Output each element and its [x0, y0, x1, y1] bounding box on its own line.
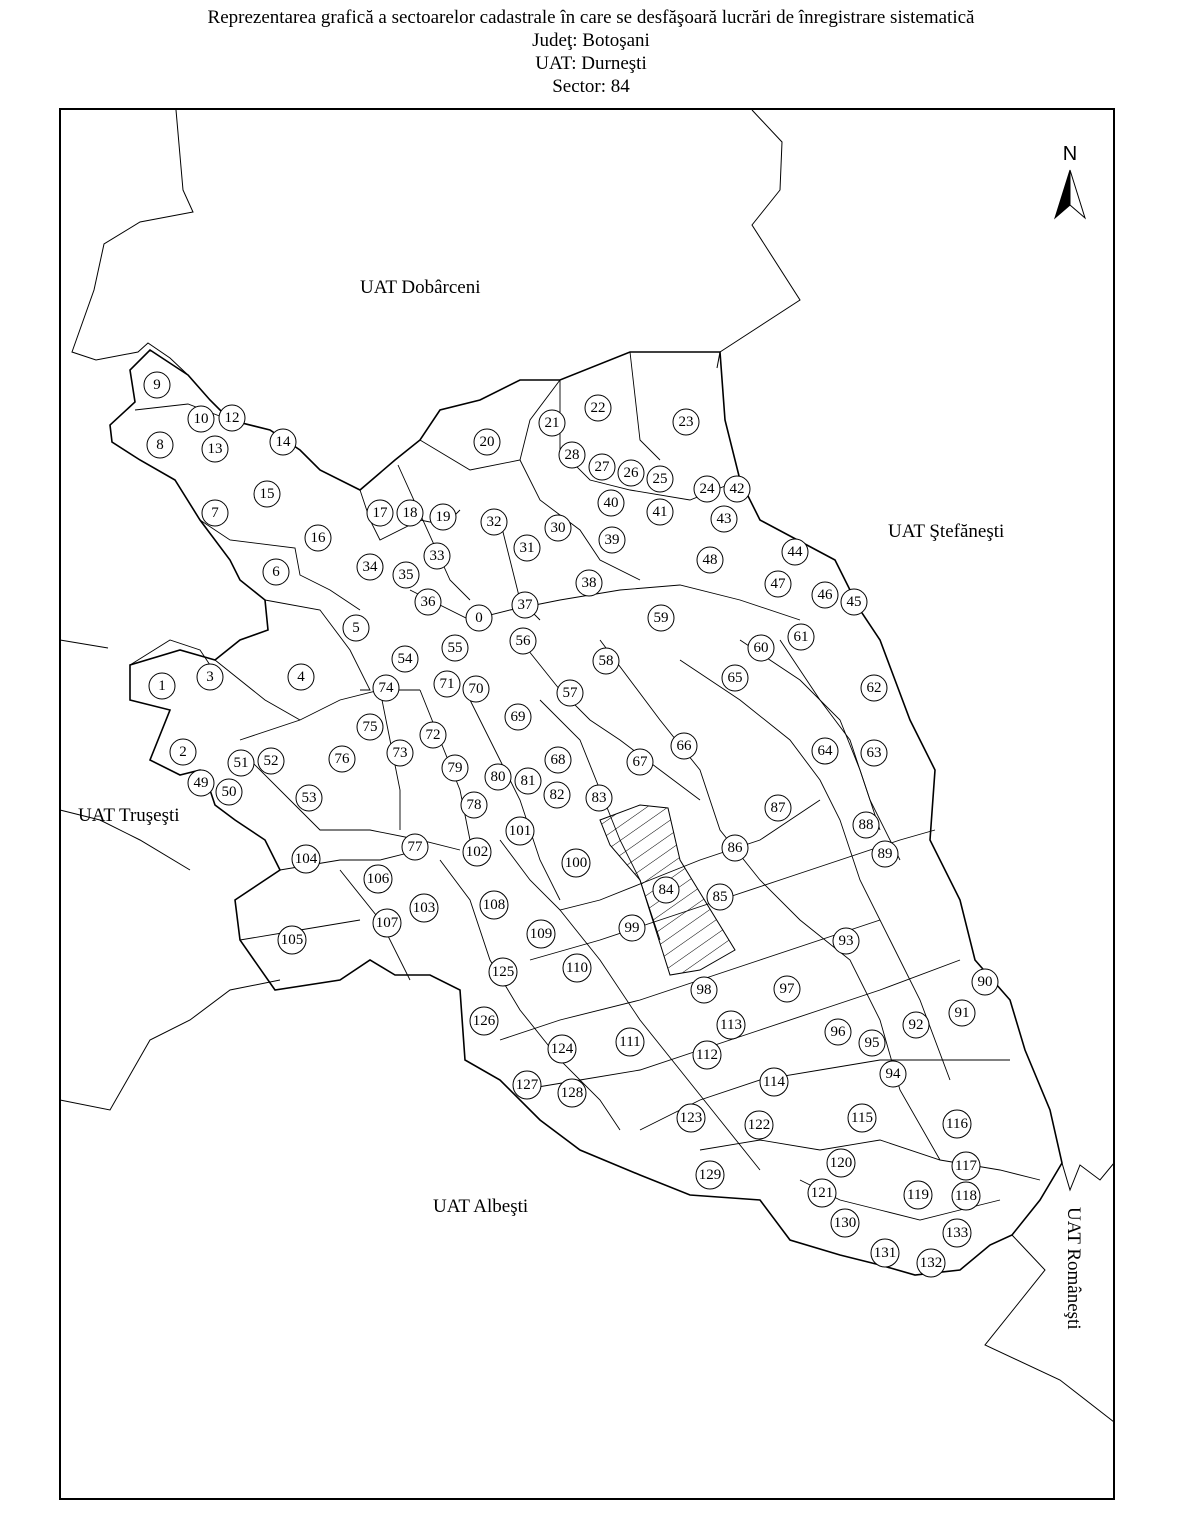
- uat-label-stefanesti: UAT Ştefăneşti: [888, 521, 1005, 542]
- sector-label-text: 7: [211, 505, 219, 521]
- sector-label-text: 37: [517, 597, 533, 613]
- sector-label-76: [329, 746, 355, 772]
- sector-label-106: [364, 865, 392, 893]
- sector-label-text: 126: [472, 1013, 496, 1029]
- sector-label-80: [485, 764, 511, 790]
- sector-label-95: [859, 1030, 885, 1056]
- sector-label-text: 10: [193, 411, 209, 427]
- sector-label-text: 35: [398, 567, 414, 583]
- sector-label-text: 17: [372, 505, 388, 521]
- sector-label-74: [373, 675, 399, 701]
- sector-label-121: [808, 1179, 836, 1207]
- sector-label-text: 94: [885, 1066, 901, 1082]
- sector-label-text: 9: [153, 377, 161, 393]
- sector-label-86: [722, 835, 748, 861]
- sector-label-107: [373, 909, 401, 937]
- sector-label-73: [387, 740, 413, 766]
- sector-label-64: [812, 738, 838, 764]
- sector-label-text: 13: [207, 441, 223, 457]
- sector-label-96: [825, 1019, 851, 1045]
- sector-label-129: [696, 1161, 724, 1189]
- uat-label-trusesti: UAT Truşeşti: [78, 805, 180, 826]
- sector-label-text: 5: [352, 620, 360, 636]
- sector-label-133: [943, 1219, 971, 1247]
- sector-label-text: 62: [866, 680, 882, 696]
- sector-label-105: [278, 926, 306, 954]
- sector-label-text: 18: [402, 505, 418, 521]
- sector-label-36: [415, 589, 441, 615]
- north-label: N: [1062, 143, 1078, 165]
- sector-label-text: 115: [851, 1110, 873, 1126]
- sector-label-23: [673, 409, 699, 435]
- sector-label-text: 119: [907, 1187, 929, 1203]
- sector-label-20: [474, 429, 500, 455]
- sector-label-text: 1: [158, 678, 166, 694]
- sector-label-text: 45: [846, 594, 862, 610]
- sector-label-text: 100: [564, 855, 588, 871]
- sector-label-text: 2: [179, 744, 187, 760]
- sector-label-text: 53: [301, 790, 317, 806]
- sector-label-45: [841, 589, 867, 615]
- sector-label-text: 76: [334, 751, 350, 767]
- sector-label-12: [219, 405, 245, 431]
- sector-label-text: 21: [544, 415, 560, 431]
- sector-label-89: [872, 841, 898, 867]
- sector-label-text: 15: [259, 486, 275, 502]
- sector-label-84: [653, 877, 679, 903]
- sector-label-70: [463, 676, 489, 702]
- sector-label-text: 79: [447, 760, 463, 776]
- sector-label-text: 23: [678, 414, 694, 430]
- sector-label-120: [827, 1149, 855, 1177]
- sector-label-text: 89: [877, 846, 893, 862]
- sector-label-9: [144, 372, 170, 398]
- sector-label-text: 82: [549, 787, 565, 803]
- sector-label-text: 46: [817, 587, 833, 603]
- sector-label-text: 96: [830, 1024, 846, 1040]
- sector-label-27: [589, 454, 615, 480]
- sector-label-text: 27: [594, 459, 610, 475]
- sector-label-text: 105: [280, 932, 304, 948]
- sector-label-16: [305, 525, 331, 551]
- sector-label: Sector: 84: [552, 76, 630, 97]
- sector-label-text: 133: [945, 1225, 969, 1241]
- sector-label-text: 20: [479, 434, 495, 450]
- sector-label-3: [197, 664, 223, 690]
- sector-label-60: [748, 635, 774, 661]
- sector-label-text: 54: [397, 651, 413, 667]
- sector-label-text: 95: [864, 1035, 880, 1051]
- sector-label-78: [461, 792, 487, 818]
- sector-label-69: [505, 704, 531, 730]
- sector-label-19: [430, 504, 456, 530]
- sector-label-text: 83: [591, 790, 607, 806]
- sector-label-text: 6: [272, 564, 280, 580]
- uat-label: UAT: Durneşti: [535, 53, 647, 74]
- sector-label-116: [943, 1110, 971, 1138]
- sector-label-text: 22: [590, 400, 606, 416]
- sector-label-text: 14: [275, 434, 291, 450]
- sector-label-text: 34: [362, 559, 378, 575]
- sector-label-115: [848, 1104, 876, 1132]
- sector-label-57: [557, 680, 583, 706]
- sector-label-text: 81: [520, 773, 536, 789]
- sector-label-text: 56: [515, 633, 531, 649]
- sector-label-1: [149, 673, 175, 699]
- sector-label-text: 31: [519, 540, 535, 556]
- sector-label-text: 64: [817, 743, 833, 759]
- sector-label-text: 120: [829, 1155, 853, 1171]
- sector-label-101: [506, 817, 534, 845]
- sector-label-text: 112: [696, 1047, 718, 1063]
- sector-label-51: [228, 750, 254, 776]
- sector-label-text: 16: [310, 530, 326, 546]
- sector-label-text: 32: [486, 514, 502, 530]
- sector-label-113: [717, 1011, 745, 1039]
- sector-label-125: [489, 958, 517, 986]
- sector-label-26: [618, 460, 644, 486]
- sector-label-31: [514, 535, 540, 561]
- sector-label-124: [548, 1035, 576, 1063]
- sector-label-75: [357, 714, 383, 740]
- sector-label-text: 43: [716, 511, 732, 527]
- sector-label-119: [904, 1181, 932, 1209]
- sector-label-122: [745, 1111, 773, 1139]
- sector-label-47: [765, 571, 791, 597]
- sector-label-110: [563, 954, 591, 982]
- sector-label-32: [481, 509, 507, 535]
- sector-label-65: [722, 665, 748, 691]
- sector-label-34: [357, 554, 383, 580]
- sector-label-7: [202, 500, 228, 526]
- county-label: Judeţ: Botoşani: [532, 30, 650, 51]
- sector-label-127: [513, 1071, 541, 1099]
- sector-label-text: 132: [919, 1255, 943, 1271]
- sector-label-5: [343, 615, 369, 641]
- sector-label-30: [545, 515, 571, 541]
- sector-label-text: 104: [294, 851, 318, 867]
- sector-label-82: [544, 782, 570, 808]
- sector-label-text: 131: [873, 1245, 897, 1261]
- sector-label-112: [693, 1041, 721, 1069]
- sector-label-text: 30: [550, 520, 566, 536]
- sector-label-68: [545, 747, 571, 773]
- sector-label-130: [831, 1209, 859, 1237]
- sector-label-54: [392, 646, 418, 672]
- sector-label-text: 108: [482, 897, 506, 913]
- sector-label-text: 52: [263, 753, 279, 769]
- sector-label-55: [442, 635, 468, 661]
- sector-label-100: [562, 849, 590, 877]
- sector-label-text: 60: [753, 640, 769, 656]
- sector-label-text: 19: [435, 509, 451, 525]
- sector-label-text: 84: [658, 882, 674, 898]
- sector-label-103: [410, 894, 438, 922]
- sector-label-71: [434, 671, 460, 697]
- sector-label-text: 113: [720, 1017, 742, 1033]
- north-arrow-icon: [1055, 143, 1085, 218]
- sector-label-text: 92: [908, 1017, 924, 1033]
- sector-label-text: 70: [468, 681, 484, 697]
- sector-label-text: 123: [679, 1110, 703, 1126]
- sector-label-text: 24: [699, 481, 715, 497]
- sector-label-text: 101: [508, 823, 532, 839]
- sector-label-text: 0: [475, 610, 483, 626]
- sector-label-text: 107: [375, 915, 399, 931]
- sector-label-90: [972, 969, 998, 995]
- sector-label-text: 33: [429, 548, 445, 564]
- sector-label-text: 98: [696, 982, 712, 998]
- sector-label-text: 69: [510, 709, 526, 725]
- sector-label-text: 117: [955, 1158, 977, 1174]
- map-title: Reprezentarea grafică a sectoarelor cadastrale în care se desfăşoară lucrări de înregistrare sistematică: [207, 7, 975, 28]
- sector-label-117: [952, 1152, 980, 1180]
- sector-label-text: 80: [490, 769, 506, 785]
- sector-label-text: 86: [727, 840, 743, 856]
- sector-label-text: 77: [407, 839, 423, 855]
- sector-label-text: 72: [425, 727, 441, 743]
- sector-label-40: [598, 490, 624, 516]
- sector-label-87: [765, 795, 791, 821]
- sector-label-46: [812, 582, 838, 608]
- sector-label-39: [599, 527, 625, 553]
- sector-label-text: 99: [624, 920, 640, 936]
- sector-label-text: 125: [491, 964, 515, 980]
- uat-label-dobarceni: UAT Dobârceni: [360, 277, 481, 298]
- sector-label-13: [202, 436, 228, 462]
- sector-label-48: [697, 547, 723, 573]
- sector-label-126: [470, 1007, 498, 1035]
- sector-label-text: 102: [465, 844, 489, 860]
- sector-label-24: [694, 476, 720, 502]
- sector-label-text: 93: [838, 933, 854, 949]
- sector-label-10: [188, 406, 214, 432]
- sector-label-text: 36: [420, 594, 436, 610]
- sector-label-text: 49: [193, 775, 209, 791]
- sector-label-text: 74: [378, 680, 394, 696]
- sector-label-35: [393, 562, 419, 588]
- sector-label-text: 65: [727, 670, 743, 686]
- sector-label-text: 124: [550, 1041, 574, 1057]
- sector-label-text: 110: [566, 960, 588, 976]
- sector-label-text: 128: [560, 1085, 584, 1101]
- sector-label-28: [559, 442, 585, 468]
- sector-label-92: [903, 1012, 929, 1038]
- sector-label-text: 55: [447, 640, 463, 656]
- sector-label-118: [952, 1182, 980, 1210]
- sector-label-43: [711, 506, 737, 532]
- sector-label-text: 28: [564, 447, 580, 463]
- sector-label-text: 122: [747, 1117, 771, 1133]
- sector-label-text: 114: [763, 1074, 785, 1090]
- sector-label-41: [647, 499, 673, 525]
- sector-label-131: [871, 1239, 899, 1267]
- sector-label-text: 51: [233, 755, 249, 771]
- sector-label-text: 130: [833, 1215, 857, 1231]
- uat-label-romanesti: UAT Româneşti: [1063, 1207, 1084, 1330]
- sector-label-37: [512, 592, 538, 618]
- sector-label-text: 111: [619, 1034, 641, 1050]
- sector-label-109: [527, 920, 555, 948]
- sector-label-text: 87: [770, 800, 786, 816]
- sector-label-49: [188, 770, 214, 796]
- sector-label-67: [627, 749, 653, 775]
- sector-label-108: [480, 891, 508, 919]
- sector-label-text: 59: [653, 610, 669, 626]
- sector-label-text: 121: [810, 1185, 834, 1201]
- sector-label-81: [515, 768, 541, 794]
- sector-label-text: 47: [770, 576, 786, 592]
- sector-label-text: 129: [698, 1167, 722, 1183]
- sector-label-104: [292, 845, 320, 873]
- sector-label-52: [258, 748, 284, 774]
- sector-label-114: [760, 1068, 788, 1096]
- sector-label-63: [861, 740, 887, 766]
- sector-label-132: [917, 1249, 945, 1277]
- sector-label-4: [288, 664, 314, 690]
- sector-label-text: 90: [977, 974, 993, 990]
- sector-label-17: [367, 500, 393, 526]
- sector-label-text: 57: [562, 685, 578, 701]
- sector-label-6: [263, 559, 289, 585]
- sector-label-58: [593, 648, 619, 674]
- sector-label-88: [853, 812, 879, 838]
- sector-label-text: 42: [729, 481, 745, 497]
- sector-label-text: 68: [550, 752, 566, 768]
- sector-label-18: [397, 500, 423, 526]
- sector-label-text: 61: [793, 629, 809, 645]
- sector-label-text: 40: [603, 495, 619, 511]
- sector-label-text: 106: [366, 871, 390, 887]
- sector-label-94: [880, 1061, 906, 1087]
- sector-label-98: [691, 977, 717, 1003]
- sector-label-text: 71: [439, 676, 455, 692]
- sector-label-56: [510, 628, 536, 654]
- sector-label-text: 67: [632, 754, 648, 770]
- sector-label-text: 41: [652, 504, 668, 520]
- sector-label-text: 85: [712, 889, 728, 905]
- sector-label-text: 48: [702, 552, 718, 568]
- sector-label-text: 8: [156, 437, 164, 453]
- sector-label-85: [707, 884, 733, 910]
- sector-label-text: 73: [392, 745, 408, 761]
- sector-label-8: [147, 432, 173, 458]
- sector-label-15: [254, 481, 280, 507]
- sector-label-22: [585, 395, 611, 421]
- sector-label-25: [647, 466, 673, 492]
- sector-label-text: 97: [779, 981, 795, 997]
- sector-label-14: [270, 429, 296, 455]
- sector-label-text: 44: [787, 544, 803, 560]
- sector-label-97: [774, 976, 800, 1002]
- sector-label-91: [949, 1000, 975, 1026]
- sector-label-50: [216, 779, 242, 805]
- uat-label-albesti: UAT Albeşti: [433, 1196, 529, 1217]
- sector-label-text: 109: [529, 926, 553, 942]
- sector-label-text: 3: [206, 669, 214, 685]
- sector-label-text: 127: [515, 1077, 539, 1093]
- sector-label-0: [466, 605, 492, 631]
- sector-label-83: [586, 785, 612, 811]
- sector-label-111: [616, 1028, 644, 1056]
- sector-label-text: 38: [581, 575, 597, 591]
- sector-label-102: [463, 838, 491, 866]
- sector-label-text: 75: [362, 719, 378, 735]
- sector-label-33: [424, 543, 450, 569]
- sector-label-text: 116: [946, 1116, 968, 1132]
- sector-label-text: 88: [858, 817, 874, 833]
- sector-label-21: [539, 410, 565, 436]
- sector-label-62: [861, 675, 887, 701]
- sector-label-123: [677, 1104, 705, 1132]
- sector-label-66: [671, 733, 697, 759]
- sector-label-44: [782, 539, 808, 565]
- sector-label-text: 58: [598, 653, 614, 669]
- sector-label-38: [576, 570, 602, 596]
- sector-label-77: [402, 834, 428, 860]
- sector-label-42: [724, 476, 750, 502]
- sector-label-text: 63: [866, 745, 882, 761]
- sector-label-53: [296, 785, 322, 811]
- sector-label-text: 78: [466, 797, 482, 813]
- sector-label-text: 66: [676, 738, 692, 754]
- sector-label-text: 50: [221, 784, 237, 800]
- sector-label-61: [788, 624, 814, 650]
- sector-label-text: 25: [652, 471, 668, 487]
- sector-label-text: 118: [955, 1188, 977, 1204]
- sector-label-59: [648, 605, 674, 631]
- sector-label-text: 4: [297, 669, 305, 685]
- sector-label-128: [558, 1079, 586, 1107]
- sector-label-72: [420, 722, 446, 748]
- sector-label-text: 91: [954, 1005, 970, 1021]
- sector-label-text: 26: [623, 465, 639, 481]
- sector-label-99: [619, 915, 645, 941]
- uat-durnesti-boundary: [110, 350, 1062, 1275]
- sector-label-2: [170, 739, 196, 765]
- sector-label-text: 103: [412, 900, 436, 916]
- sector-label-93: [833, 928, 859, 954]
- sector-label-text: 39: [604, 532, 620, 548]
- sector-label-text: 12: [224, 410, 240, 426]
- sector-label-79: [442, 755, 468, 781]
